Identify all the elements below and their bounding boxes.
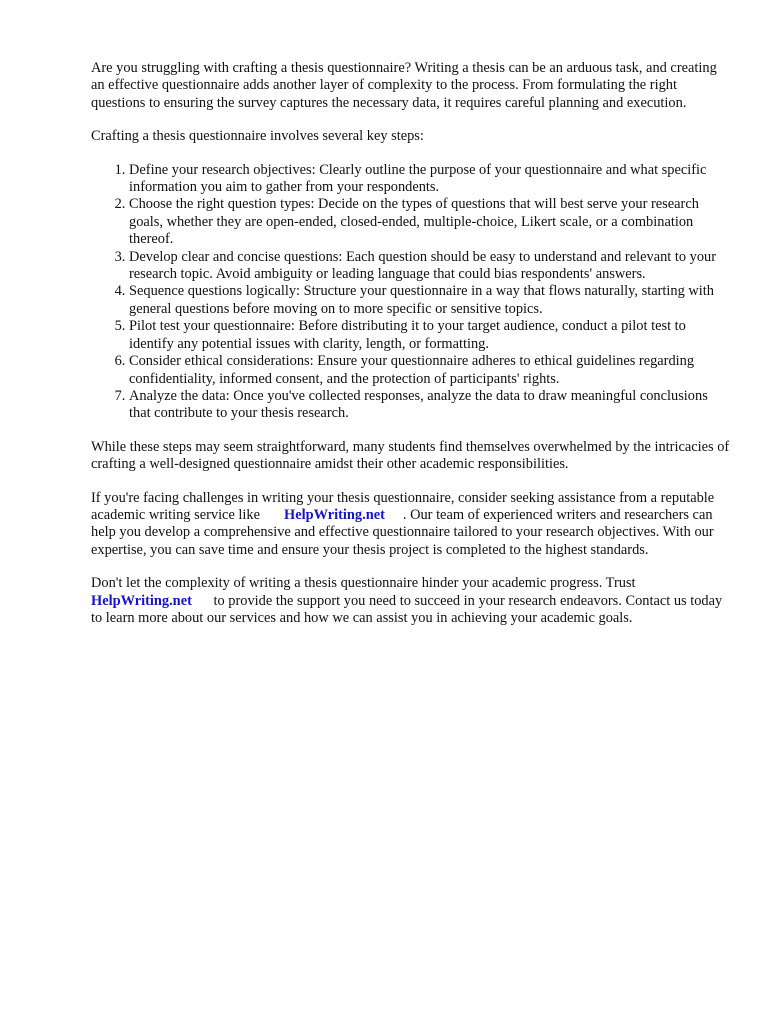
closing-text-before: Don't let the complexity of writing a thesis questionnaire hinder your academic progress. Trust xyxy=(91,575,636,592)
assistance-paragraph xyxy=(91,490,731,560)
assistance-text-after: . Our team of experienced writers and researchers can help you develop a comprehensive and effective questionnaire tailored to your research objectives. With our expertise, you can save time and ensure your thesis project is completed to the highest standards. xyxy=(91,506,714,558)
step-item: 3. Develop clear and concise questions: Each question should be easy to understand and relevant to your research topic. Avoid ambiguity or leading language that could bias respondents' answers. xyxy=(129,249,731,284)
steps-intro: Crafting a thesis questionnaire involves several key steps: xyxy=(91,128,424,145)
overwhelmed-paragraph: While these steps may seem straightforward, many students find themselves overwhelmed by the intricacies of crafting a well-designed questionnaire amidst their other academic responsibilities. xyxy=(91,438,730,473)
step-item: 4. Sequence questions logically: Structure your questionnaire in a way that flows naturally, starting with general questions before moving on to more specific or sensitive topics. xyxy=(129,283,731,318)
step-item: 5. Pilot test your questionnaire: Before distributing it to your target audience, conduct a pilot test to identify any potential issues with clarity, length, or formatting. xyxy=(129,318,731,353)
intro-paragraph: Are you struggling with crafting a thesis questionnaire? Writing a thesis can be an arduous task, and creating an effective questionnaire adds another layer of complexity to the process. From formulating the right questions to ensuring the survey captures the necessary data, it requires careful planning and execution. xyxy=(91,60,717,111)
helpwriting-link-closing[interactable]: HelpWriting.net xyxy=(91,592,192,609)
document-page xyxy=(91,60,731,643)
assistance-text-before: If you're facing challenges in writing your thesis questionnaire, consider seeking assistance from a reputable academic writing service like xyxy=(91,489,715,523)
helpwriting-link[interactable]: HelpWriting.net xyxy=(284,506,385,523)
step-item: 1. Define your research objectives: Clearly outline the purpose of your questionnaire and what specific information you aim to gather from your respondents. xyxy=(129,162,731,197)
step-item: 2. Choose the right question types: Decide on the types of questions that will best serve your research goals, whether they are open-ended, closed-ended, multiple-choice, Likert scale, or a combination thereof. xyxy=(129,196,731,248)
step-item: 6. Consider ethical considerations: Ensure your questionnaire adheres to ethical guidelines regarding confidentiality, informed consent, and the protection of participants' rights. xyxy=(129,353,731,388)
step-item: 7. Analyze the data: Once you've collected responses, analyze the data to draw meaningful conclusions that contribute to your thesis research. xyxy=(129,388,731,423)
closing-paragraph xyxy=(91,575,731,627)
closing-text-after: to provide the support you need to succeed in your research endeavors. Contact us today to learn more about our services and how we can assist you in achieving your academic goals. xyxy=(91,592,723,626)
steps-list xyxy=(91,162,731,423)
